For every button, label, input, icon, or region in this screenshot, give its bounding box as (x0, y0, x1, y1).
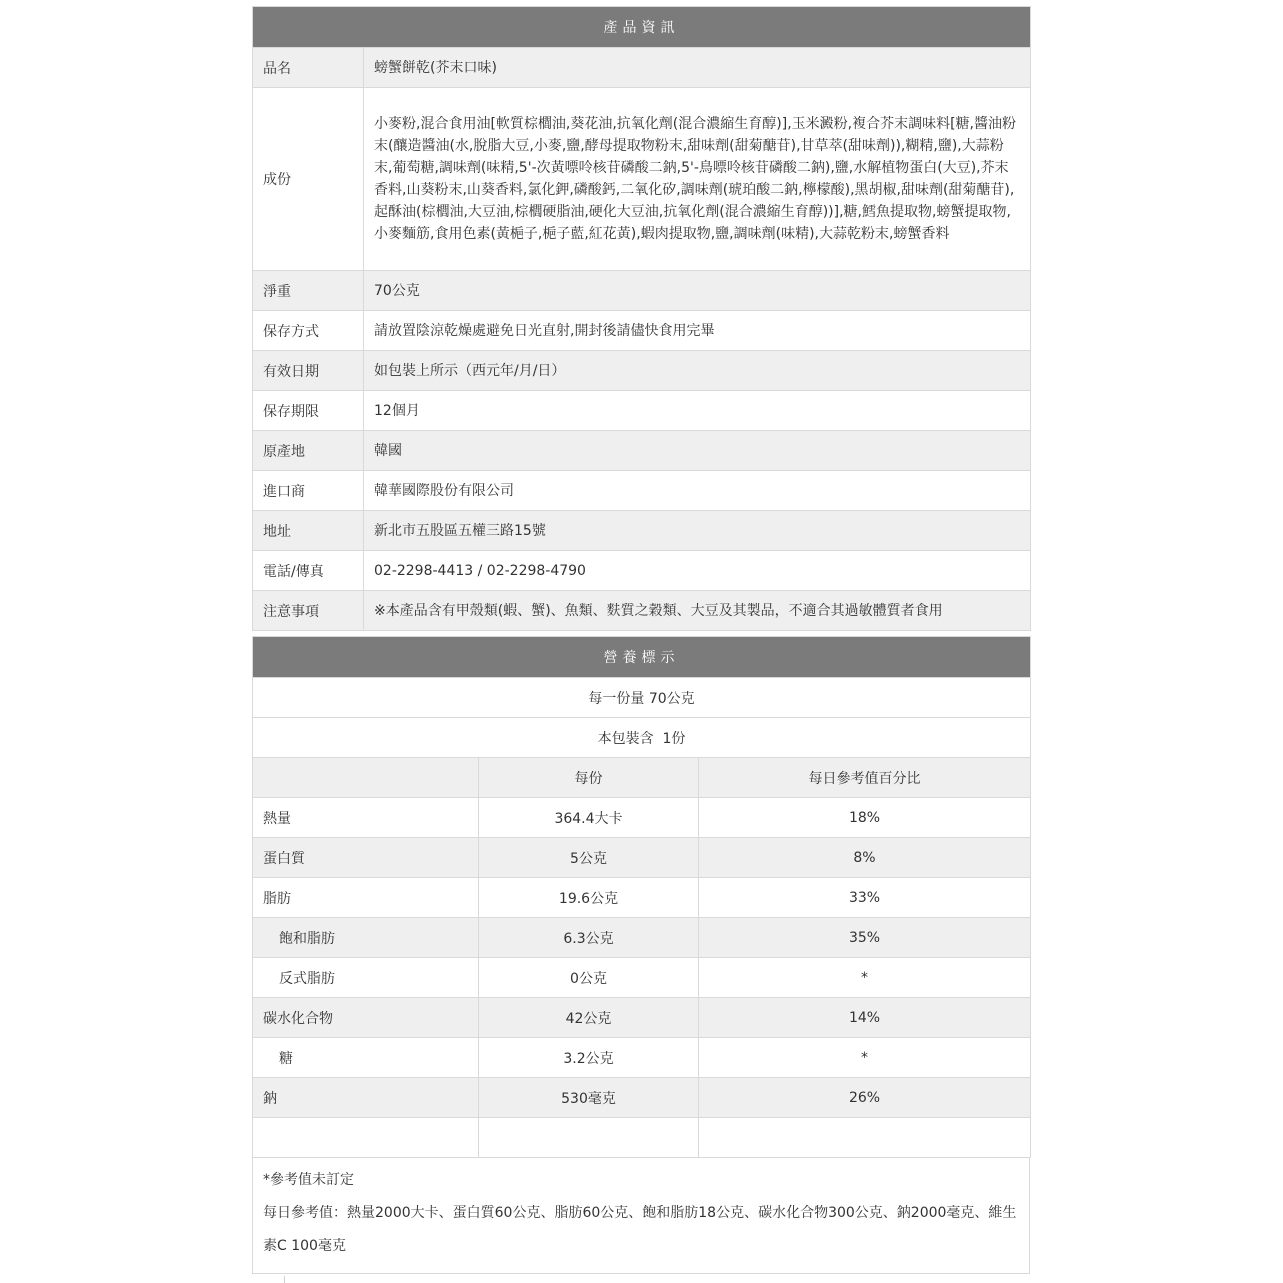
nutrient-per-serving: 3.2公克 (479, 1038, 699, 1078)
nutrition-title: 營養標示 (253, 637, 1031, 678)
info-value: 韓華國際股份有限公司 (364, 471, 1031, 511)
info-label: 保存期限 (253, 391, 364, 431)
servings-per-pack-row (253, 718, 1031, 758)
info-label: 注意事項 (253, 591, 364, 631)
info-row-importer (253, 471, 1031, 511)
product-info-header (253, 7, 1031, 48)
nutrition-header (253, 637, 1031, 678)
info-row-expiry (253, 351, 1031, 391)
nutrient-per-serving: 19.6公克 (479, 878, 699, 918)
nutrient-row-fat (253, 878, 1031, 918)
nutrient-daily-pct: * (699, 1038, 1031, 1078)
nutrient-name: 反式脂肪 (253, 958, 479, 998)
nutrient-per-serving: 530毫克 (479, 1078, 699, 1118)
nutrient-name: 碳水化合物 (253, 998, 479, 1038)
nutrient-daily-pct: 35% (699, 918, 1031, 958)
info-label: 原產地 (253, 431, 364, 471)
nutrient-name: 鈉 (253, 1078, 479, 1118)
nutrient-row-sodium (253, 1078, 1031, 1118)
info-label: 進口商 (253, 471, 364, 511)
nutrition-table (252, 636, 1031, 1158)
info-label: 品名 (253, 48, 364, 88)
info-row-phone-fax (253, 551, 1031, 591)
nutrient-row-saturated-fat (253, 918, 1031, 958)
nutrient-row-carbohydrate (253, 998, 1031, 1038)
nutrient-name: 飽和脂肪 (253, 918, 479, 958)
nutrient-per-serving: 42公克 (479, 998, 699, 1038)
nutrient-name: 脂肪 (253, 878, 479, 918)
info-row-allergen-notice (253, 591, 1031, 631)
nutrient-daily-pct: 26% (699, 1078, 1031, 1118)
info-value: 12個月 (364, 391, 1031, 431)
info-label: 電話/傳真 (253, 551, 364, 591)
servings-per-pack: 本包裝含 1份 (253, 718, 1031, 758)
info-row-storage (253, 311, 1031, 351)
info-value: 70公克 (364, 271, 1031, 311)
info-row-address (253, 511, 1031, 551)
product-info-title: 產品資訊 (253, 7, 1031, 48)
nutrition-notes (252, 1158, 1030, 1274)
nutrient-daily-pct: 18% (699, 798, 1031, 838)
nutrient-row-sugar (253, 1038, 1031, 1078)
nutrient-per-serving: 6.3公克 (479, 918, 699, 958)
product-info-table (252, 6, 1031, 631)
daily-reference-note: 每日參考值：熱量2000大卡、蛋白質60公克、脂肪60公克、飽和脂肪18公克、碳水化合物300公克、鈉2000毫克、維生素C 100毫克 (263, 1205, 1017, 1254)
info-row-name (253, 48, 1031, 88)
nutrient-per-serving: 0公克 (479, 958, 699, 998)
per-serving-header: 每份 (479, 758, 699, 798)
info-row-origin (253, 431, 1031, 471)
info-value: 請放置陰涼乾燥處避免日光直射,開封後請儘快食用完畢 (364, 311, 1031, 351)
info-value: 02-2298-4413 / 02-2298-4790 (364, 551, 1031, 591)
nutrient-per-serving: 364.4大卡 (479, 798, 699, 838)
serving-size: 每一份量 70公克 (253, 678, 1031, 718)
info-value: 韓國 (364, 431, 1031, 471)
info-value: 小麥粉,混合食用油[軟質棕櫚油,葵花油,抗氧化劑(混合濃縮生育醇)],玉米澱粉,複合芥末調味料[糖,醬油粉末(釀造醬油(水,脫脂大豆,小麥,鹽,酵母提取物粉末,甜味劑(甜菊醣苷),甘草萃(甜味劑)),糊精,鹽),大蒜粉末,葡萄糖,調味劑(味精,5'-次黃嘌呤核苷磷酸二鈉,5'-鳥嘌呤核苷磷酸二鈉),鹽,水解植物蛋白(大豆),芥末香料,山葵粉末,山葵香料,氯化鉀,磷酸鈣,二氧化矽,調味劑(琥珀酸二鈉,檸檬酸),黑胡椒,甜味劑(甜菊醣苷),起酥油(棕櫚油,大豆油,棕櫚硬脂油,硬化大豆油,抗氧化劑(混合濃縮生育醇))],糖,鱈魚提取物,螃蟹提取物,小麥麵筋,食用色素(黃梔子,梔子藍,紅花黃),蝦肉提取物,鹽,調味劑(味精),大蒜乾粉末,螃蟹香料 (364, 88, 1031, 271)
info-row-ingredients (253, 88, 1031, 271)
empty-cell (699, 1118, 1031, 1158)
nutrient-daily-pct: 14% (699, 998, 1031, 1038)
daily-pct-header: 每日參考值百分比 (699, 758, 1031, 798)
info-value: 新北市五股區五權三路15號 (364, 511, 1031, 551)
nutrient-daily-pct: 8% (699, 838, 1031, 878)
empty-cell (253, 1118, 479, 1158)
reference-undefined-note: *參考值未訂定 (263, 1172, 354, 1188)
nutrient-row-trans-fat (253, 958, 1031, 998)
nutrient-column-header (253, 758, 479, 798)
info-label: 有效日期 (253, 351, 364, 391)
nutrient-name: 蛋白質 (253, 838, 479, 878)
info-label: 成份 (253, 88, 364, 271)
nutrient-daily-pct: 33% (699, 878, 1031, 918)
nutrient-per-serving: 5公克 (479, 838, 699, 878)
info-row-net-weight (253, 271, 1031, 311)
nutrient-name: 熱量 (253, 798, 479, 838)
info-label: 地址 (253, 511, 364, 551)
divider (284, 1276, 285, 1283)
empty-cell (479, 1118, 699, 1158)
nutrient-row-calories (253, 798, 1031, 838)
info-value: 如包裝上所示（西元年/月/日） (364, 351, 1031, 391)
nutrition-column-headers (253, 758, 1031, 798)
nutrient-row-empty (253, 1118, 1031, 1158)
nutrient-name: 糖 (253, 1038, 479, 1078)
nutrient-daily-pct: * (699, 958, 1031, 998)
info-label: 淨重 (253, 271, 364, 311)
info-value: ※本產品含有甲殼類(蝦、蟹)、魚類、麩質之穀類、大豆及其製品，不適合其過敏體質者食用 (364, 591, 1031, 631)
info-value: 螃蟹餅乾(芥末口味) (364, 48, 1031, 88)
product-spec-panel (252, 6, 1030, 1274)
info-row-shelf-life (253, 391, 1031, 431)
info-label: 保存方式 (253, 311, 364, 351)
serving-size-row (253, 678, 1031, 718)
nutrient-row-protein (253, 838, 1031, 878)
